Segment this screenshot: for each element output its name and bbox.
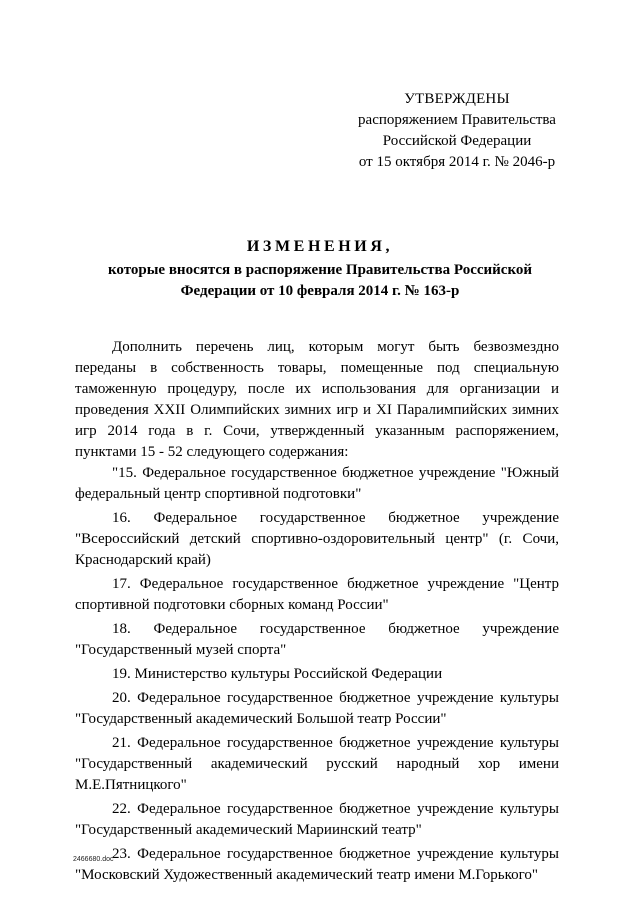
approval-block bbox=[320, 89, 594, 173]
file-reference: 2466680.doc bbox=[73, 856, 114, 863]
list-item-23: 23. Федеральное государственное бюджетное учреждение культуры "Московский Художественный академический театр имени М.Горького" bbox=[75, 846, 559, 883]
document-title: ИЗМЕНЕНИЯ, bbox=[246, 238, 394, 255]
approval-line-country: Российской Федерации bbox=[382, 133, 532, 149]
list-item-18: 18. Федеральное государственное бюджетное учреждение "Государственный музей спорта" bbox=[75, 621, 559, 658]
list-item-22: 22. Федеральное государственное бюджетное учреждение культуры "Государственный академический Мариинский театр" bbox=[75, 801, 559, 838]
list-item-21: 21. Федеральное государственное бюджетное учреждение культуры "Государственный академический русский народный хор имени М.Е.Пятницкого" bbox=[75, 735, 559, 793]
list-item-19: 19. Министерство культуры Российской Федерации bbox=[112, 666, 443, 682]
item-list bbox=[75, 463, 559, 886]
list-item-20: 20. Федеральное государственное бюджетное учреждение культуры "Государственный академический Большой театр России" bbox=[75, 690, 559, 727]
document-subtitle: которые вносятся в распоряжение Правительства Российской Федерации от 10 февраля 2014 г. № 163-р bbox=[107, 262, 533, 299]
list-item-17: 17. Федеральное государственное бюджетное учреждение "Центр спортивной подготовки сборных команд России" bbox=[75, 576, 559, 613]
intro-paragraph: Дополнить перечень лиц, которым могут быть безвозмездно переданы в собственность товары, помещенные под специальную таможенную процедуру, после их использования для организации и проведения XXII Олимпийских зимних игр и XI Паралимпийских зимних игр 2014 года в г. Сочи, утвержденный указанным распоряжением, пунктами 15 - 52 следующего содержания: bbox=[75, 339, 559, 460]
document-body bbox=[75, 337, 559, 886]
list-item-15: "15. Федеральное государственное бюджетное учреждение "Южный федеральный центр спортивной подготовки" bbox=[75, 465, 559, 502]
approval-line-date-number: от 15 октября 2014 г. № 2046-р bbox=[358, 154, 556, 170]
approval-line-authority: распоряжением Правительства bbox=[358, 112, 556, 128]
list-item-16: 16. Федеральное государственное бюджетное учреждение "Всероссийский детский спортивно-оздоровительный центр" (г. Сочи, Краснодарский край) bbox=[75, 510, 559, 568]
approval-heading: УТВЕРЖДЕНЫ bbox=[404, 91, 510, 107]
